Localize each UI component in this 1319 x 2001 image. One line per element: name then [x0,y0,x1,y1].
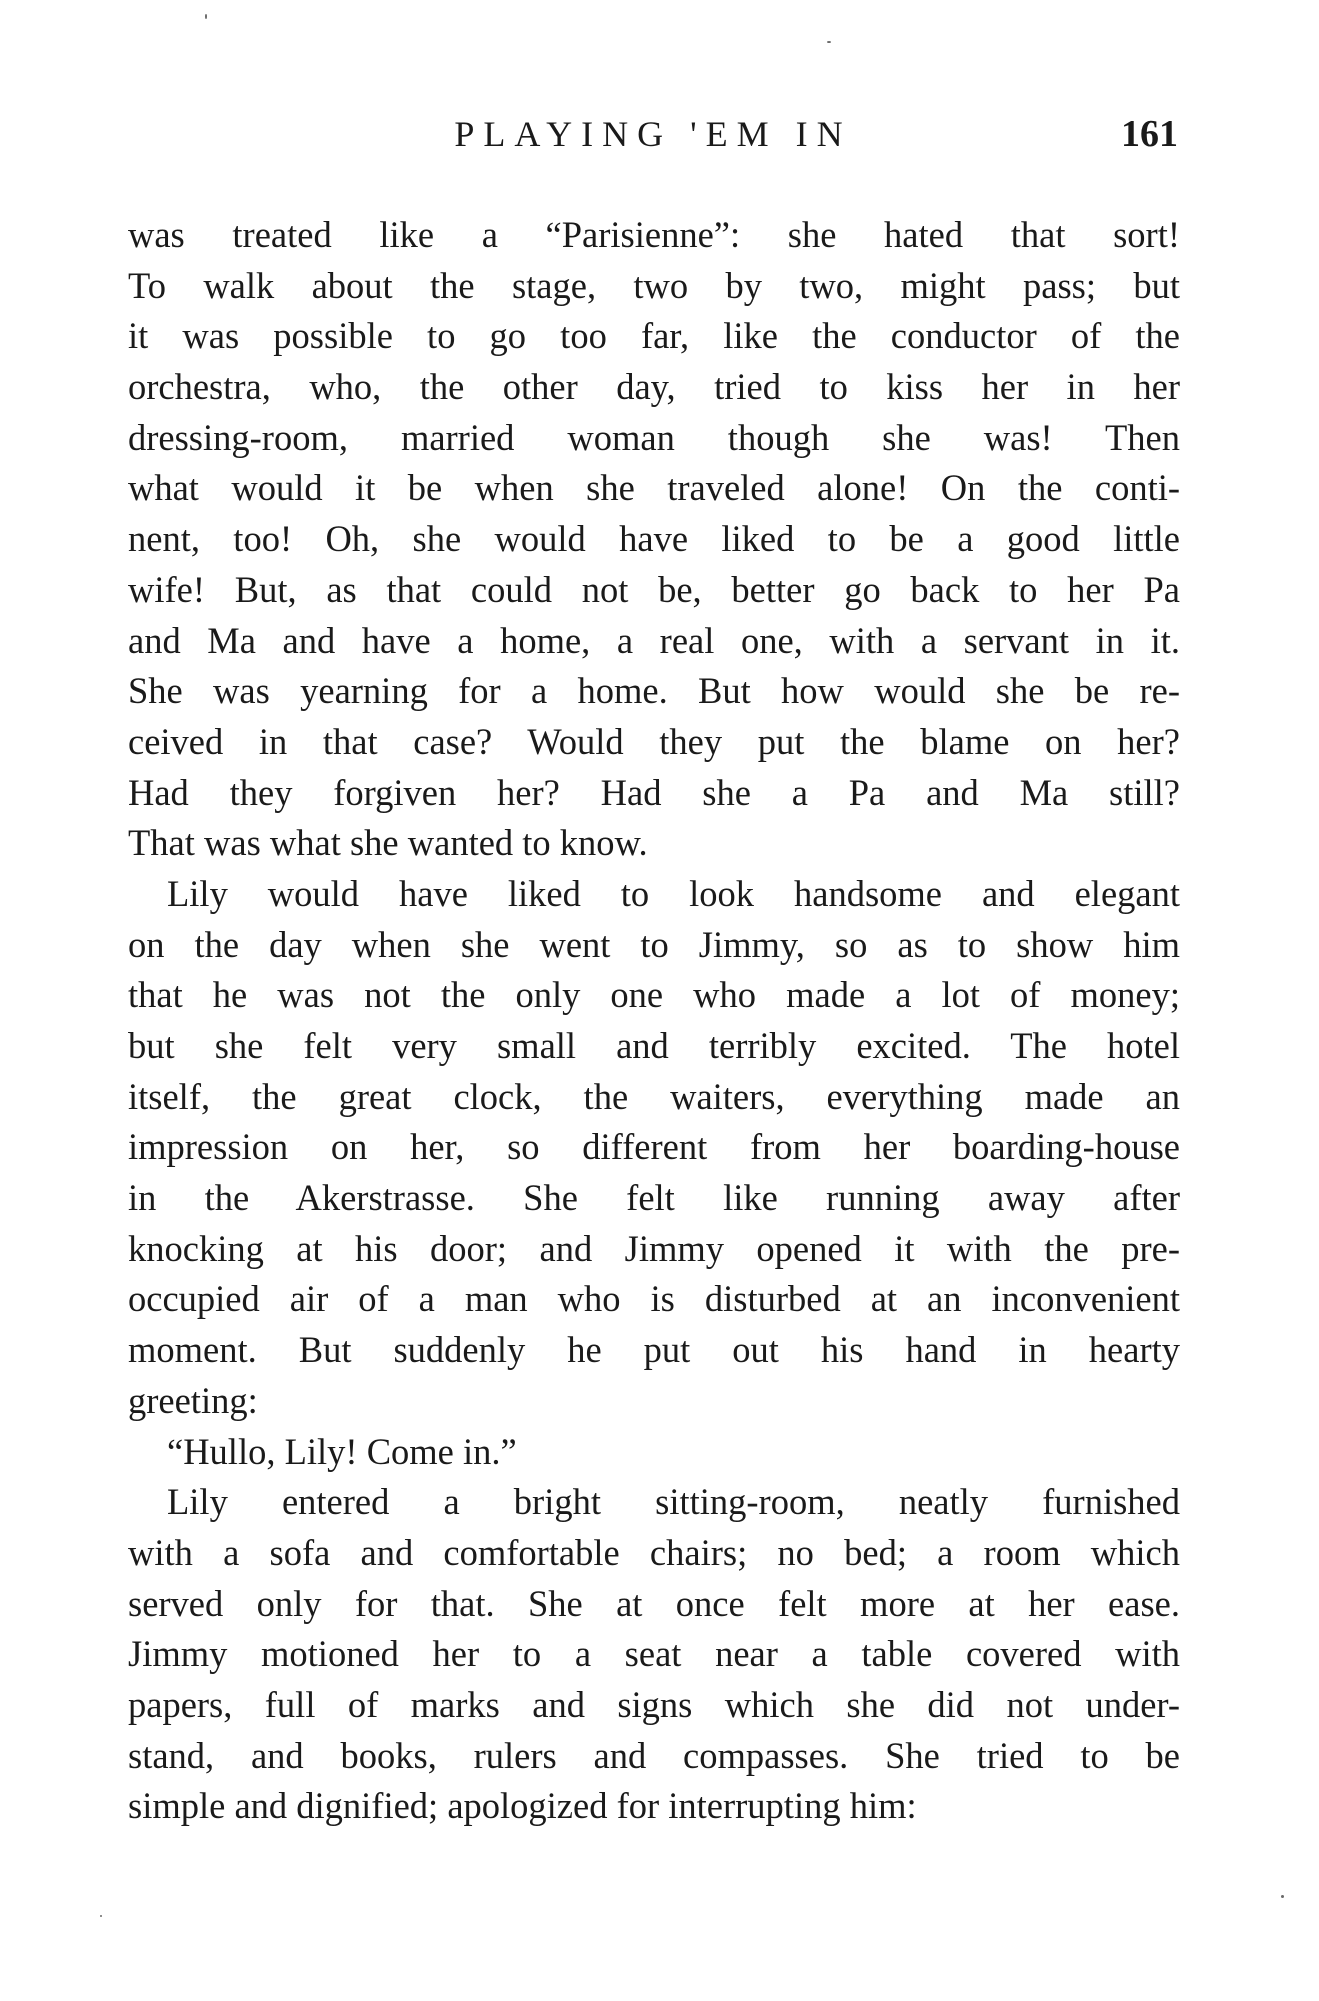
text-line: simple and dignified; apologized for interrupting him: [128,1785,917,1827]
text-line: that he was not the only one who made a lot of money; [128,974,1180,1016]
text-line: nent, too! Oh, she would have liked to be a good little [128,518,1180,560]
running-title: PLAYING 'EM IN [454,114,852,154]
text-line: occupied air of a man who is disturbed at an inconvenient [128,1278,1180,1320]
text-line: Jimmy motioned her to a seat near a table covered with [128,1633,1180,1675]
text-line: orchestra, who, the other day, tried to kiss her in her [128,366,1180,408]
paragraph-end-line: That was what she wanted to know. [128,822,648,864]
text-line: To walk about the stage, two by two, might pass; but [128,264,1180,306]
text-line: papers, full of marks and signs which she did not under- [128,1683,1180,1725]
text-line: moment. But suddenly he put out his hand in hearty [128,1329,1180,1371]
paragraph-start-line: Lily entered a bright sitting-room, neatly furnished [167,1481,1180,1523]
text-line: dressing-room, married woman though she was! Then [128,416,1180,458]
text-line: what would it be when she traveled alone! On the conti- [128,467,1180,509]
paper-speck [1281,1895,1284,1898]
text-line: ceived in that case? Would they put the blame on her? [128,720,1180,762]
text-line: wife! But, as that could not be, better go back to her Pa [128,568,1180,610]
text-line: itself, the great clock, the waiters, everything made an [128,1075,1180,1117]
paragraph-end-line: greeting: [128,1379,258,1421]
running-head [128,104,1178,164]
text-line: and Ma and have a home, a real one, with a servant in it. [128,619,1180,661]
text-line: it was possible to go too far, like the conductor of the [128,315,1180,357]
text-line: stand, and books, rulers and compasses. She tried to be [128,1734,1180,1776]
page-number: 161 [1121,113,1178,155]
text-line: knocking at his door; and Jimmy opened it with the pre- [128,1227,1180,1269]
text-line: served only for that. She at once felt more at her ease. [128,1582,1180,1624]
text-line: on the day when she went to Jimmy, so as to show him [128,923,1180,965]
text-line: in the Akerstrasse. She felt like running away after [128,1177,1180,1219]
text-line: She was yearning for a home. But how would she be re- [128,670,1180,712]
paper-speck [827,41,831,43]
paper-speck [100,1915,102,1917]
text-line: but she felt very small and terribly excited. The hotel [128,1025,1180,1066]
text-line: was treated like a “Parisienne”: she hated that sort! [128,214,1180,255]
dialogue-line: “Hullo, Lily! Come in.” [167,1430,517,1472]
text-line: Had they forgiven her? Had she a Pa and Ma still? [128,771,1180,813]
body-text [128,210,1180,1832]
text-line: with a sofa and comfortable chairs; no bed; a room which [128,1531,1180,1573]
paper-speck [205,14,207,19]
paragraph-start-line: Lily would have liked to look handsome and elegant [167,872,1180,914]
text-line: impression on her, so different from her boarding-house [128,1126,1180,1168]
